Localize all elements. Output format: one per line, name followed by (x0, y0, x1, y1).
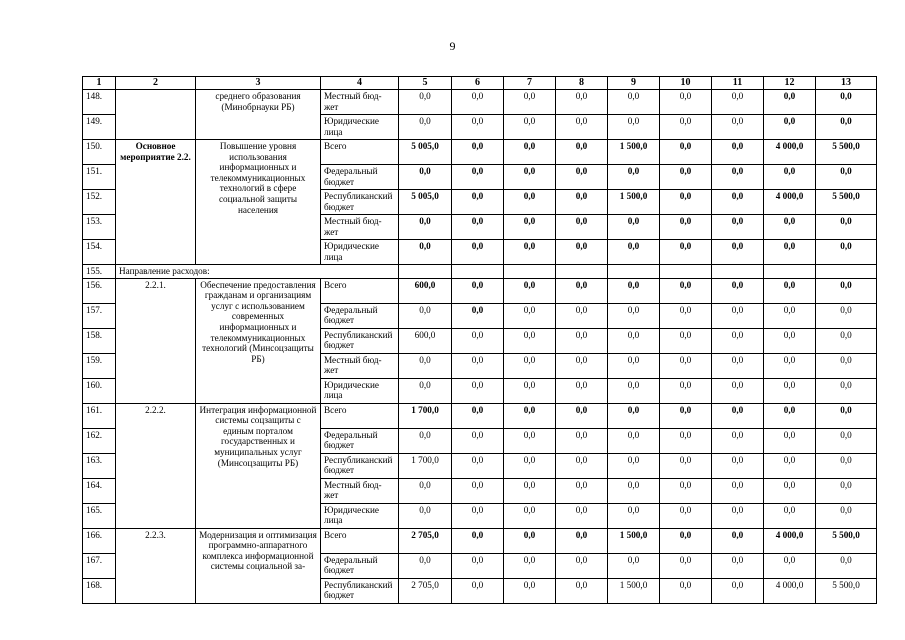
value-cell: 0,0 (399, 428, 452, 453)
value-cell: 0,0 (608, 328, 660, 353)
value-cell: 0,0 (556, 403, 608, 428)
empty-cell (712, 265, 764, 279)
value-cell: 0,0 (660, 240, 712, 265)
value-cell: 0,0 (816, 403, 877, 428)
value-cell: 1 700,0 (399, 403, 452, 428)
value-cell: 0,0 (816, 353, 877, 378)
value-cell: 0,0 (816, 503, 877, 528)
value-cell: 0,0 (712, 140, 764, 165)
row-number: 152. (83, 190, 116, 215)
value-cell: 0,0 (660, 378, 712, 403)
value-cell: 0,0 (712, 578, 764, 603)
value-cell: 0,0 (504, 553, 556, 578)
value-cell: 0,0 (764, 115, 816, 140)
row-number: 151. (83, 165, 116, 190)
value-cell: 0,0 (452, 553, 504, 578)
value-cell: 0,0 (764, 353, 816, 378)
value-cell: 0,0 (816, 165, 877, 190)
value-cell: 0,0 (816, 303, 877, 328)
value-cell: 0,0 (399, 240, 452, 265)
funding-source: Республиканский бюджет (321, 328, 399, 353)
value-cell: 0,0 (399, 378, 452, 403)
col-header: 9 (608, 77, 660, 90)
value-cell: 0,0 (660, 428, 712, 453)
value-cell: 0,0 (712, 553, 764, 578)
value-cell: 0,0 (608, 215, 660, 240)
value-cell: 0,0 (764, 303, 816, 328)
funding-source: Местный бюд-жет (321, 353, 399, 378)
funding-source: Юридические лица (321, 378, 399, 403)
value-cell: 2 705,0 (399, 578, 452, 603)
value-cell: 0,0 (764, 428, 816, 453)
value-cell: 0,0 (712, 503, 764, 528)
value-cell: 0,0 (556, 115, 608, 140)
value-cell: 0,0 (660, 115, 712, 140)
value-cell: 5 005,0 (399, 140, 452, 165)
section-label: Направление расходов: (116, 265, 399, 279)
value-cell: 0,0 (712, 378, 764, 403)
value-cell: 0,0 (816, 428, 877, 453)
value-cell: 0,0 (764, 328, 816, 353)
value-cell: 0,0 (556, 528, 608, 553)
value-cell: 0,0 (660, 503, 712, 528)
value-cell: 4 000,0 (764, 528, 816, 553)
value-cell: 0,0 (556, 328, 608, 353)
measure-name: среднего образования (Минобрнауки РБ) (196, 90, 321, 140)
funding-source: Всего (321, 528, 399, 553)
value-cell: 1 500,0 (608, 140, 660, 165)
value-cell: 0,0 (504, 190, 556, 215)
value-cell: 0,0 (608, 240, 660, 265)
value-cell: 0,0 (712, 90, 764, 115)
value-cell: 0,0 (608, 503, 660, 528)
value-cell: 0,0 (452, 578, 504, 603)
value-cell: 5 500,0 (816, 140, 877, 165)
value-cell: 0,0 (556, 353, 608, 378)
funding-source: Республиканский бюджет (321, 190, 399, 215)
value-cell: 1 500,0 (608, 190, 660, 215)
value-cell: 0,0 (816, 278, 877, 303)
value-cell: 0,0 (399, 115, 452, 140)
measure-name: Модернизация и оптимизация программно-аппаратного комплекса информационной системы социальной за- (196, 528, 321, 603)
row-number: 155. (83, 265, 116, 279)
value-cell: 0,0 (608, 378, 660, 403)
value-cell: 0,0 (764, 378, 816, 403)
value-cell: 0,0 (764, 403, 816, 428)
empty-cell (816, 265, 877, 279)
empty-cell (764, 265, 816, 279)
value-cell: 5 005,0 (399, 190, 452, 215)
value-cell: 0,0 (712, 328, 764, 353)
funding-source: Местный бюд-жет (321, 215, 399, 240)
value-cell: 0,0 (399, 90, 452, 115)
row-number: 158. (83, 328, 116, 353)
col-header: 8 (556, 77, 608, 90)
value-cell: 0,0 (608, 453, 660, 478)
row-number: 163. (83, 453, 116, 478)
value-cell: 0,0 (504, 478, 556, 503)
row-number: 165. (83, 503, 116, 528)
value-cell: 0,0 (452, 478, 504, 503)
col-header: 13 (816, 77, 877, 90)
value-cell: 0,0 (556, 578, 608, 603)
value-cell: 0,0 (399, 215, 452, 240)
page-number: 9 (449, 39, 456, 53)
value-cell: 0,0 (504, 215, 556, 240)
value-cell: 4 000,0 (764, 140, 816, 165)
value-cell: 0,0 (452, 428, 504, 453)
funding-source: Федеральный бюджет (321, 428, 399, 453)
value-cell: 0,0 (504, 165, 556, 190)
row-number: 164. (83, 478, 116, 503)
funding-source: Местный бюд-жет (321, 478, 399, 503)
measure-code (116, 90, 196, 140)
empty-cell (399, 265, 452, 279)
value-cell: 0,0 (504, 578, 556, 603)
value-cell: 0,0 (816, 115, 877, 140)
value-cell: 0,0 (764, 90, 816, 115)
table-row (83, 140, 877, 165)
value-cell: 0,0 (399, 165, 452, 190)
col-header: 2 (116, 77, 196, 90)
measure-name: Обеспечение предоставления гражданам и организациям услуг с использованием современных информационных и телекоммуникационных технологий (Минсоцзащиты РБ) (196, 278, 321, 403)
value-cell: 0,0 (764, 503, 816, 528)
row-number: 166. (83, 528, 116, 553)
value-cell: 0,0 (556, 90, 608, 115)
value-cell: 0,0 (816, 215, 877, 240)
value-cell: 0,0 (556, 503, 608, 528)
value-cell: 0,0 (399, 478, 452, 503)
value-cell: 0,0 (452, 453, 504, 478)
value-cell: 0,0 (608, 353, 660, 378)
value-cell: 0,0 (660, 478, 712, 503)
value-cell: 0,0 (660, 165, 712, 190)
col-header: 1 (83, 77, 116, 90)
value-cell: 0,0 (712, 278, 764, 303)
value-cell: 0,0 (556, 303, 608, 328)
value-cell: 0,0 (764, 553, 816, 578)
value-cell: 0,0 (504, 453, 556, 478)
value-cell: 0,0 (660, 278, 712, 303)
row-number: 168. (83, 578, 116, 603)
value-cell: 0,0 (452, 328, 504, 353)
value-cell: 0,0 (556, 378, 608, 403)
table-row (83, 265, 877, 279)
value-cell: 0,0 (764, 240, 816, 265)
value-cell: 0,0 (660, 528, 712, 553)
value-cell: 0,0 (764, 278, 816, 303)
value-cell: 1 700,0 (399, 453, 452, 478)
value-cell: 0,0 (556, 553, 608, 578)
value-cell: 0,0 (660, 190, 712, 215)
measure-name: Повышение уровня использования информационных и телекоммуникационных технологий в сфере социальной защиты населения (196, 140, 321, 265)
col-header: 4 (321, 77, 399, 90)
row-number: 162. (83, 428, 116, 453)
value-cell: 0,0 (556, 165, 608, 190)
col-header: 3 (196, 77, 321, 90)
value-cell: 0,0 (452, 115, 504, 140)
funding-source: Всего (321, 403, 399, 428)
value-cell: 0,0 (399, 303, 452, 328)
value-cell: 0,0 (452, 503, 504, 528)
value-cell: 0,0 (452, 378, 504, 403)
value-cell: 0,0 (660, 403, 712, 428)
value-cell: 0,0 (504, 428, 556, 453)
value-cell: 0,0 (452, 353, 504, 378)
funding-source: Федеральный бюджет (321, 553, 399, 578)
empty-cell (608, 265, 660, 279)
funding-source: Юридические лица (321, 115, 399, 140)
row-number: 159. (83, 353, 116, 378)
value-cell: 0,0 (712, 303, 764, 328)
value-cell: 0,0 (712, 165, 764, 190)
value-cell: 0,0 (660, 303, 712, 328)
value-cell: 0,0 (452, 190, 504, 215)
value-cell: 0,0 (452, 403, 504, 428)
value-cell: 0,0 (712, 353, 764, 378)
value-cell: 0,0 (816, 378, 877, 403)
value-cell: 0,0 (816, 453, 877, 478)
funding-source: Республиканский бюджет (321, 578, 399, 603)
funding-source: Всего (321, 278, 399, 303)
empty-cell (660, 265, 712, 279)
row-number: 156. (83, 278, 116, 303)
value-cell: 0,0 (764, 453, 816, 478)
col-header: 6 (452, 77, 504, 90)
value-cell: 0,0 (660, 328, 712, 353)
value-cell: 0,0 (712, 215, 764, 240)
empty-cell (556, 265, 608, 279)
value-cell: 0,0 (504, 528, 556, 553)
measure-code: Основное мероприятие 2.2. (116, 140, 196, 265)
value-cell: 600,0 (399, 278, 452, 303)
col-header: 11 (712, 77, 764, 90)
value-cell: 0,0 (608, 553, 660, 578)
value-cell: 0,0 (660, 578, 712, 603)
value-cell: 0,0 (504, 115, 556, 140)
value-cell: 0,0 (608, 165, 660, 190)
value-cell: 0,0 (816, 328, 877, 353)
value-cell: 0,0 (660, 553, 712, 578)
value-cell: 0,0 (712, 453, 764, 478)
table-row (83, 90, 877, 115)
value-cell: 600,0 (399, 328, 452, 353)
row-number: 157. (83, 303, 116, 328)
value-cell: 0,0 (504, 240, 556, 265)
funding-source: Федеральный бюджет (321, 303, 399, 328)
value-cell: 0,0 (452, 215, 504, 240)
value-cell: 0,0 (764, 478, 816, 503)
value-cell: 0,0 (504, 503, 556, 528)
table-row (83, 278, 877, 303)
value-cell: 0,0 (608, 428, 660, 453)
row-number: 160. (83, 378, 116, 403)
budget-table (82, 76, 877, 604)
value-cell: 0,0 (452, 240, 504, 265)
value-cell: 0,0 (712, 190, 764, 215)
measure-code: 2.2.3. (116, 528, 196, 603)
empty-cell (452, 265, 504, 279)
funding-source: Юридические лица (321, 503, 399, 528)
header-row (83, 77, 877, 90)
value-cell: 0,0 (816, 478, 877, 503)
value-cell: 0,0 (504, 328, 556, 353)
value-cell: 4 000,0 (764, 190, 816, 215)
measure-name: Интеграция информационной системы соцзащиты с единым порталом государственных и муниципальных услуг (Минсоцзащиты РБ) (196, 403, 321, 528)
value-cell: 0,0 (608, 115, 660, 140)
measure-code: 2.2.2. (116, 403, 196, 528)
value-cell: 1 500,0 (608, 578, 660, 603)
col-header: 5 (399, 77, 452, 90)
value-cell: 0,0 (556, 215, 608, 240)
value-cell: 0,0 (556, 453, 608, 478)
value-cell: 0,0 (816, 553, 877, 578)
col-header: 12 (764, 77, 816, 90)
value-cell: 0,0 (556, 278, 608, 303)
value-cell: 0,0 (660, 90, 712, 115)
value-cell: 0,0 (452, 278, 504, 303)
row-number: 167. (83, 553, 116, 578)
value-cell: 0,0 (399, 553, 452, 578)
value-cell: 0,0 (452, 528, 504, 553)
row-number: 153. (83, 215, 116, 240)
value-cell: 5 500,0 (816, 190, 877, 215)
value-cell: 0,0 (452, 165, 504, 190)
col-header: 10 (660, 77, 712, 90)
value-cell: 0,0 (556, 140, 608, 165)
value-cell: 0,0 (452, 90, 504, 115)
col-header: 7 (504, 77, 556, 90)
value-cell: 0,0 (764, 215, 816, 240)
value-cell: 0,0 (556, 240, 608, 265)
value-cell: 0,0 (712, 403, 764, 428)
value-cell: 0,0 (399, 353, 452, 378)
value-cell: 0,0 (504, 378, 556, 403)
value-cell: 4 000,0 (764, 578, 816, 603)
value-cell: 0,0 (452, 303, 504, 328)
value-cell: 0,0 (608, 278, 660, 303)
value-cell: 0,0 (504, 140, 556, 165)
value-cell: 0,0 (556, 478, 608, 503)
value-cell: 0,0 (504, 403, 556, 428)
value-cell: 0,0 (712, 528, 764, 553)
value-cell: 0,0 (816, 240, 877, 265)
value-cell: 0,0 (608, 90, 660, 115)
value-cell: 0,0 (399, 503, 452, 528)
value-cell: 0,0 (660, 215, 712, 240)
table-row (83, 403, 877, 428)
value-cell: 5 500,0 (816, 528, 877, 553)
value-cell: 5 500,0 (816, 578, 877, 603)
value-cell: 0,0 (660, 353, 712, 378)
value-cell: 0,0 (556, 190, 608, 215)
value-cell: 0,0 (712, 240, 764, 265)
empty-cell (504, 265, 556, 279)
value-cell: 0,0 (608, 478, 660, 503)
value-cell: 0,0 (764, 165, 816, 190)
value-cell: 0,0 (712, 115, 764, 140)
value-cell: 0,0 (504, 353, 556, 378)
funding-source: Юридические лица (321, 240, 399, 265)
value-cell: 0,0 (504, 303, 556, 328)
row-number: 148. (83, 90, 116, 115)
value-cell: 0,0 (660, 453, 712, 478)
value-cell: 0,0 (504, 278, 556, 303)
funding-source: Республиканский бюджет (321, 453, 399, 478)
value-cell: 0,0 (556, 428, 608, 453)
value-cell: 0,0 (712, 478, 764, 503)
row-number: 149. (83, 115, 116, 140)
row-number: 154. (83, 240, 116, 265)
value-cell: 2 705,0 (399, 528, 452, 553)
value-cell: 0,0 (660, 140, 712, 165)
funding-source: Всего (321, 140, 399, 165)
value-cell: 0,0 (452, 140, 504, 165)
value-cell: 0,0 (608, 403, 660, 428)
value-cell: 0,0 (504, 90, 556, 115)
measure-code: 2.2.1. (116, 278, 196, 403)
row-number: 161. (83, 403, 116, 428)
row-number: 150. (83, 140, 116, 165)
table-row (83, 528, 877, 553)
value-cell: 0,0 (712, 428, 764, 453)
funding-source: Местный бюд-жет (321, 90, 399, 115)
value-cell: 0,0 (816, 90, 877, 115)
funding-source: Федеральный бюджет (321, 165, 399, 190)
value-cell: 0,0 (608, 303, 660, 328)
value-cell: 1 500,0 (608, 528, 660, 553)
